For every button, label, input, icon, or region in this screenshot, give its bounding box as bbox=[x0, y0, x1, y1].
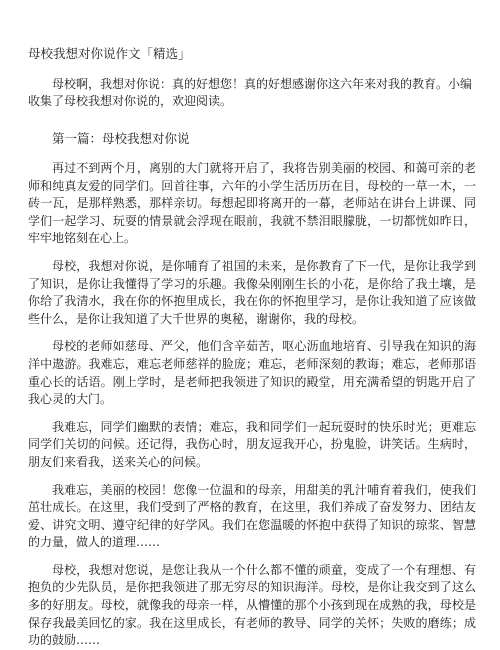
body-paragraph-2: 母校，我想对你说，是你哺育了祖国的未来，是你教育了下一代，是你让我学到了知识，是你让我懂得了学习的乐趣。我像朵刚刚生长的小花，是你给了我土壤，是你给了我清水，我在你的怀抱里成长，我在你的怀抱里学习，是你让我知道了应该做些什么，是你让我知道了大千世界的奥秘，谢谢你，我的母校。 bbox=[28, 258, 476, 326]
body-paragraph-1: 再过不到两个月，离别的大门就将开启了，我将告别美丽的校园、和蔼可亲的老师和纯真友爱的同学们。回首往事，六年的小学生活历历在目，母校的一草一木，一砖一瓦，是那样熟悉，那样亲切。每想起即将离开的一幕，老师站在讲台上讲课、同学们一起学习、玩耍的情景就会浮现在眼前，我就不禁泪眼朦胧，一切都恍如昨日，牢牢地铭刻在心上。 bbox=[28, 161, 476, 246]
body-paragraph-4: 我难忘，同学们幽默的表情；难忘，我和同学们一起玩耍时的快乐时光；更难忘同学们关切的问候。还记得，我伤心时，朋友逗我开心，扮鬼脸，讲笑话。生病时，朋友们来看我，送来关心的问候。 bbox=[28, 419, 476, 469]
document-title: 母校我想对你说作文「精选」 bbox=[28, 46, 191, 61]
section-heading: 第一篇：母校我想对你说 bbox=[52, 131, 190, 146]
body-paragraph-5: 我难忘，美丽的校园！您像一位温和的母亲，用甜美的乳汁哺育着我们，使我们茁壮成长。在这里，我们受到了严格的教育，在这里，我们养成了奋发努力、团结友爱、讲究文明、遵守纪律的好学风。我们在您温暖的怀抱中获得了知识的琼浆、智慧的力量，做人的道理…… bbox=[28, 482, 476, 550]
body-paragraph-6: 母校，我想对您说，是您让我从一个什么都不懂的顽童，变成了一个有理想、有抱负的少先队员，是你把我领进了那无穷尽的知识海洋。母校，是你让我交到了这么多的好朋友。母校，就像我的母亲一样，从懵懂的那个小孩到现在成熟的我，母校是保存我最美回忆的家。我在这里成长，有老师的教导、同学的关怀；失败的磨练；成功的鼓励…… bbox=[28, 562, 476, 648]
intro-paragraph: 母校啊，我想对你说：真的好想您！真的好想感谢你这六年来对我的教育。小编收集了母校我想对你说的，欢迎阅读。 bbox=[28, 77, 473, 108]
body-paragraph-3: 母校的老师如慈母、严父，他们含辛茹苦，呕心沥血地培育、引导我在知识的海洋中遨游。我难忘，难忘老师慈祥的脸庞；难忘，老师深刻的教诲；难忘，老师那语重心长的话语。刚上学时，是老师把我领进了知识的殿堂，用充满希望的钥匙开启了我心灵的大门。 bbox=[28, 339, 476, 407]
